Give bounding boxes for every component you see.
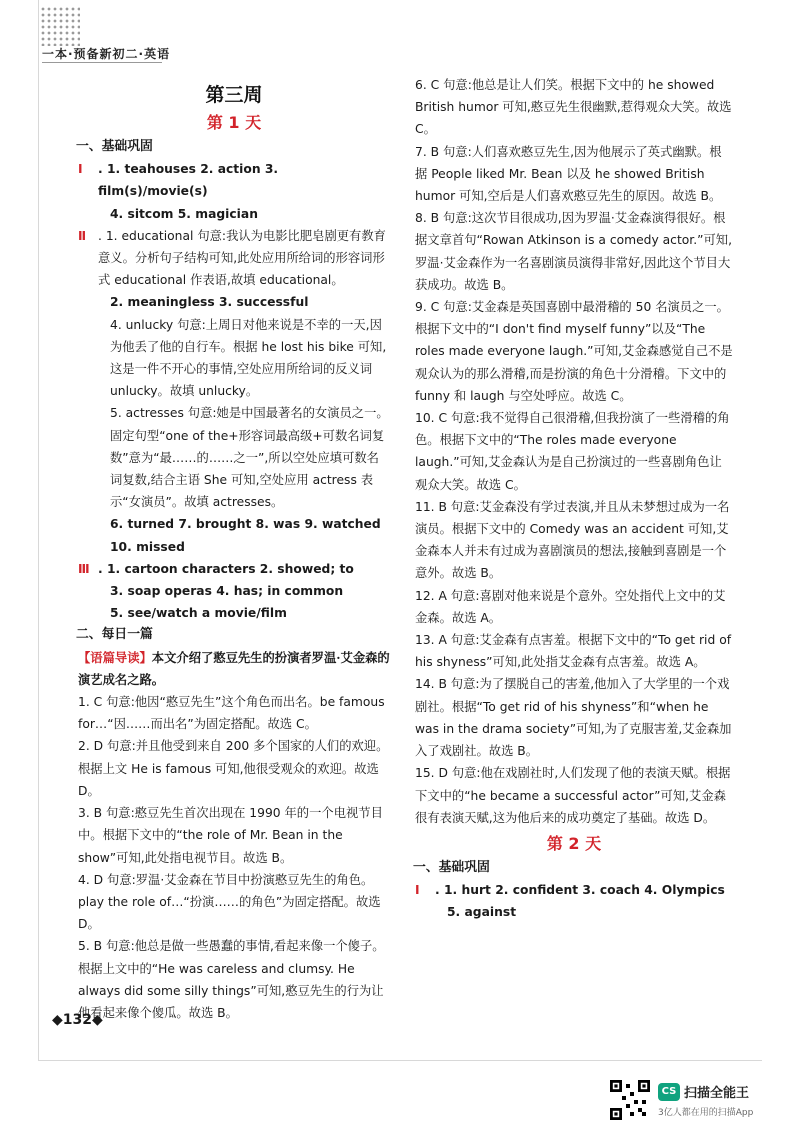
section-heading-basics: 一、基础巩固 bbox=[413, 859, 490, 875]
question-explanation: 11. B 句意:艾金森没有学过表演,并且从未梦想过成为一名演员。根据下文中的 Comedy was an accident 可知,艾金森本人并未有过成为喜剧演员的想法,接触到喜剧是一个意外。故选 B。 bbox=[415, 499, 730, 581]
day-title: 第 2 天 bbox=[546, 833, 602, 853]
answer-line: 3. soap operas 4. has; in common bbox=[110, 584, 344, 599]
roman-numeral: Ⅰ bbox=[78, 162, 83, 177]
answer-line: . 1. hurt 2. confident 3. coach 4. Olympics bbox=[435, 883, 725, 898]
section-heading-daily-reading: 二、每日一篇 bbox=[76, 627, 153, 643]
qr-code-icon bbox=[610, 1080, 650, 1120]
answer-line: . 1. teahouses 2. action 3. film(s)/movie(s) bbox=[98, 162, 279, 199]
reading-intro bbox=[78, 647, 390, 691]
question-explanation: 15. D 句意:他在戏剧社时,人们发现了他的表演天赋。根据下文中的“he became a successful actor”可知,艾金森很有表演天赋,这为他后来的成功奠定了基础。故选 D。 bbox=[415, 766, 731, 825]
page-left-edge bbox=[38, 0, 39, 1060]
answer-line: . 1. cartoon characters 2. showed; to bbox=[98, 561, 354, 576]
part-2-answers bbox=[78, 225, 390, 292]
answer-item: 5. actresses 句意:她是中国最著名的女演员之一。固定句型“one of the+形容词最高级+可数名词复数”意为“最……的……之一”,所以空处应填可数名词复数,结合主语 She 可知,空处应用 actress 表示“女演员”。故填 actresses。 bbox=[110, 406, 389, 510]
answer-item: 4. unlucky 句意:上周日对他来说是不幸的一天,因为他丢了他的自行车。根据 he lost his bike 可知,这是一件不开心的事情,空处应用所给词的反义词 unlucky。故填 unlucky。 bbox=[110, 317, 387, 399]
question-explanation: 9. C 句意:艾金森是英国喜剧中最滑稽的 50 名演员之一。根据下文中的“I don't find myself funny”以及“The roles made everyone laugh.”可知,艾金森感觉自己不是观众认为的那么滑稽,而是扮演的角色十分滑稽。下文中的 funny 和 laugh 与空处呼应。故选 C。 bbox=[415, 300, 733, 403]
intro-text: 本文介绍了憨豆先生的扮演者罗温·艾金森的演艺成名之路。 bbox=[78, 649, 390, 687]
section-heading-basics: 一、基础巩固 bbox=[76, 139, 153, 154]
question-explanation: 4. D 句意:罗温·艾金森在节目中扮演憨豆先生的角色。play the role of…“扮演……的角色”为固定搭配。故选 D。 bbox=[78, 872, 381, 932]
roman-numeral: Ⅲ bbox=[78, 561, 90, 576]
right-column bbox=[415, 74, 733, 924]
page-number: ◆132◆ bbox=[52, 1012, 103, 1028]
left-column bbox=[78, 74, 390, 1024]
question-explanation: 6. C 句意:他总是让人们笑。根据下文中的 he showed British humor 可知,憨豆先生很幽默,惹得观众大笑。故选 C。 bbox=[415, 78, 732, 137]
watermark-title: 扫描全能王 bbox=[684, 1086, 750, 1101]
page-bottom-edge bbox=[38, 1060, 762, 1061]
question-explanation: 10. C 句意:我不觉得自己很滑稽,但我扮演了一些滑稽的角色。根据下文中的“The roles made everyone laugh.”可知,艾金森认为是自己扮演过的一些喜剧角色让观众大笑。故选 C。 bbox=[415, 411, 730, 492]
question-explanation: 2. D 句意:并且他受到来自 200 多个国家的人们的欢迎。根据上文 He is famous 可知,他很受观众的欢迎。故选 D。 bbox=[78, 739, 389, 798]
answer-line: 5. against bbox=[447, 905, 517, 920]
answer-line: 2. meaningless 3. successful bbox=[110, 295, 309, 310]
running-head: 一本·预备新初二·英语 bbox=[42, 47, 171, 61]
answer-line: 5. see/watch a movie/film bbox=[110, 606, 287, 621]
part-1-answers bbox=[78, 158, 390, 202]
dot-pattern-decoration bbox=[40, 6, 80, 46]
question-explanation: 8. B 句意:这次节目很成功,因为罗温·艾金森演得很好。根据文章首句“Rowan Atkinson is a comedy actor.”可知,罗温·艾金森作为一名喜剧演员演得非常好,因此这个节目大获成功。故选 B。 bbox=[415, 211, 732, 292]
answer-line: 10. missed bbox=[110, 539, 185, 554]
question-explanation: 12. A 句意:喜剧对他来说是个意外。空处指代上文中的艾金森。故选 A。 bbox=[415, 588, 726, 625]
part-1-answers bbox=[415, 879, 733, 901]
answer-line: 6. turned 7. brought 8. was 9. watched bbox=[110, 517, 381, 532]
roman-numeral: Ⅰ bbox=[415, 883, 420, 898]
part-3-answers bbox=[78, 558, 390, 580]
question-explanation: 13. A 句意:艾金森有点害羞。根据下文中的“To get rid of his shyness”可知,此处指艾金森有点害羞。故选 A。 bbox=[415, 633, 732, 670]
scanner-watermark bbox=[610, 1080, 770, 1122]
question-explanation: 7. B 句意:人们喜欢憨豆先生,因为他展示了英式幽默。根据 People liked Mr. Bean 以及 he showed British humor 可知,空后是人们喜欢憨豆先生的原因。故选 B。 bbox=[415, 144, 722, 204]
question-explanation: 3. B 句意:憨豆先生首次出现在 1990 年的一个电视节目中。根据下文中的“the role of Mr. Bean in the show”可知,此处指电视节目。故选 B。 bbox=[78, 806, 383, 865]
question-explanation: 14. B 句意:为了摆脱自己的害羞,他加入了大学里的一个戏剧社。根据“To get rid of his shyness”和“when he was in the drama society”可知,为了克服害羞,艾金森加入了戏剧社。故选 B。 bbox=[415, 677, 732, 759]
answer-item: . 1. educational 句意:我认为电影比肥皂剧更有教育意义。分析句子结构可知,此处应用所给词的形容词形式 educational 作表语,故填 educational。 bbox=[98, 228, 386, 288]
intro-tag: 【语篇导读】 bbox=[78, 650, 152, 665]
camscanner-logo-icon: CS bbox=[658, 1083, 680, 1101]
week-title: 第三周 bbox=[205, 84, 263, 106]
roman-numeral: Ⅱ bbox=[78, 228, 87, 243]
question-explanation: 1. C 句意:他因“憨豆先生”这个角色而出名。be famous for…“因……而出名”为固定搭配。故选 C。 bbox=[78, 695, 385, 732]
day-title: 第 1 天 bbox=[206, 113, 262, 132]
question-explanation: 5. B 句意:他总是做一些愚蠢的事情,看起来像一个傻子。根据上文中的“He was careless and clumsy. He always did some silly things”可知,憨豆先生的行为让他看起来像个傻瓜。故选 B。 bbox=[78, 939, 385, 1020]
answer-line: 4. sitcom 5. magician bbox=[110, 206, 258, 221]
watermark-subtitle: 3亿人都在用的扫描App bbox=[658, 1108, 754, 1118]
